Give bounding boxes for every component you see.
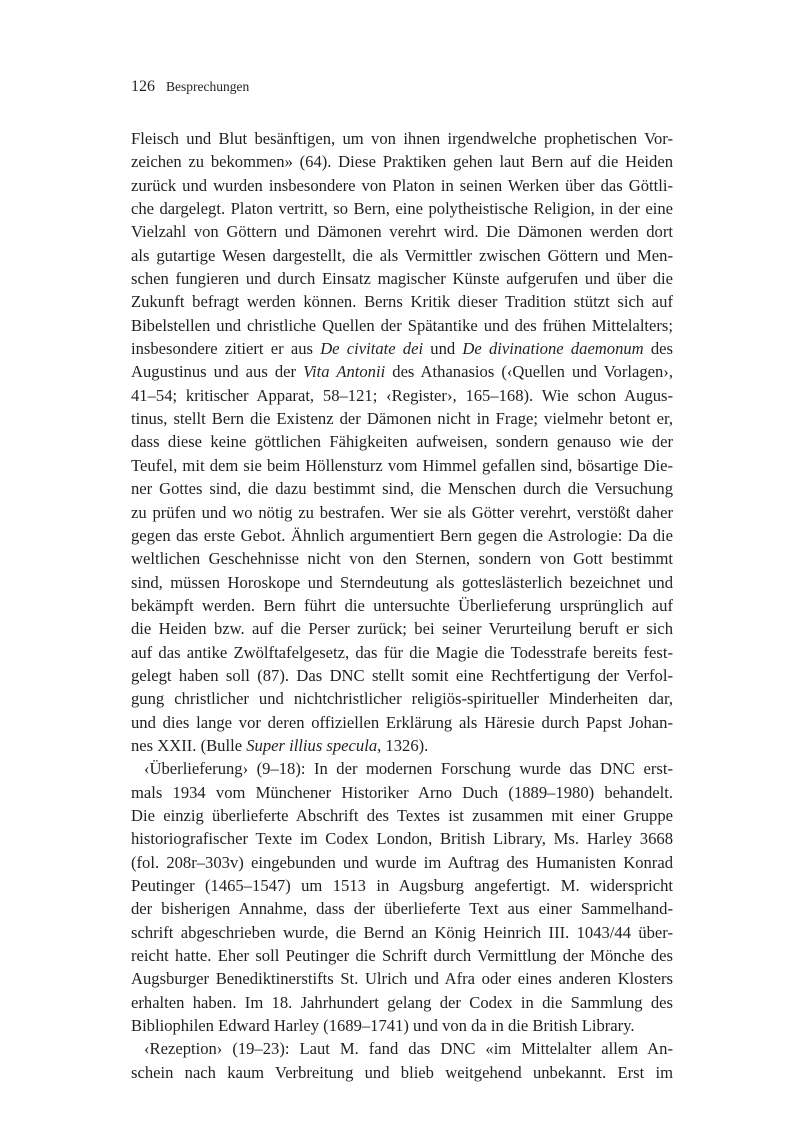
text-line: bekämpft werden. Bern führt die untersuchte Überlieferung ursprünglich auf	[131, 595, 673, 615]
text-line: mals 1934 vom Münchener Historiker Arno Duch (1889–1980) behandelt.	[131, 782, 673, 802]
section-title: Besprechungen	[166, 79, 250, 94]
text-line: die Heiden bzw. auf die Perser zurück; bei seiner Verurteilung beruft er sich	[131, 619, 673, 639]
text-line: ‹Rezeption› (19–23): Laut M. fand das DNC «im Mittelalter allem An-	[144, 1039, 673, 1059]
work-title: Super illius specula	[246, 735, 378, 755]
text-line: der bisherigen Annahme, dass der überlieferte Text aus einer Sammelhand-	[131, 899, 673, 919]
text-line: nes XXII. (Bulle Super illius specula, 1326).	[131, 735, 429, 755]
text-line: erhalten haben. Im 18. Jahrhundert gelang der Codex in die Sammlung des	[131, 992, 673, 1012]
text-line: als gutartige Wesen dargestellt, die als Vermittler zwischen Göttern und Men-	[131, 245, 673, 265]
work-title: De civitate dei	[320, 339, 424, 359]
work-title: De divinatione daemonum	[462, 339, 644, 359]
text-line: dass diese keine göttlichen Fähigkeiten aufweisen, sondern genauso wie der	[131, 432, 673, 452]
body-text	[131, 127, 673, 1084]
text-line: Augsburger Benediktinerstifts St. Ulrich und Afra oder eines anderen Klosters	[131, 969, 673, 989]
text-line: Zukunft befragt werden können. Berns Kritik dieser Tradition stützt sich auf	[131, 292, 673, 312]
text-line: zu prüfen und wo nötig zu bestrafen. Wer sie als Götter verehrt, verstößt daher	[131, 502, 673, 522]
text-line: schrift abgeschrieben wurde, die Bernd an König Heinrich III. 1043/44 über-	[131, 922, 673, 942]
text-line: insbesondere zitiert er aus De civitate dei und De divinatione daemonum des	[131, 339, 674, 359]
text-line: zeichen zu bekommen» (64). Diese Praktiken gehen laut Bern auf die Heiden	[131, 152, 673, 172]
text-line: Die einzig überlieferte Abschrift des Textes ist zusammen mit einer Gruppe	[131, 805, 673, 825]
text-line: und dies lange vor deren offiziellen Erklärung als Häresie durch Papst Johan-	[131, 712, 673, 732]
text-line: Bibelstellen und christliche Quellen der Spätantike und des frühen Mittelalters;	[131, 315, 673, 335]
work-title: Vita Antonii	[303, 362, 386, 382]
text-line: Vielzahl von Göttern und Dämonen verehrt wird. Die Dämonen werden dort	[131, 222, 673, 242]
text-line: sind, müssen Horoskope und Sterndeutung als gotteslästerlich bezeichnet und	[131, 572, 673, 592]
text-line: ner Gottes sind, die dazu bestimmt sind, die Menschen durch die Versuchung	[131, 479, 673, 499]
text-line: reicht hatte. Eher soll Peutinger die Schrift durch Vermittlung der Mönche des	[131, 946, 673, 966]
text-line: Fleisch und Blut besänftigen, um von ihnen irgendwelche prophetischen Vor-	[131, 129, 673, 148]
text-line: Peutinger (1465–1547) um 1513 in Augsburg angefertigt. M. widerspricht	[131, 876, 673, 895]
text-line: gegen das erste Gebot. Ähnlich argumentiert Bern gegen die Astrologie: Da die	[131, 525, 673, 545]
text-line: gelegt haben soll (87). Das DNC stellt somit eine Rechtfertigung der Verfol-	[131, 665, 673, 685]
text-line: Bibliophilen Edward Harley (1689–1741) und von da in die British Library.	[131, 1016, 635, 1036]
text-line: ‹Überlieferung› (9–18): In der modernen Forschung wurde das DNC erst-	[144, 759, 673, 779]
text-line: weltlichen Geschehnisse nicht von den Sternen, sondern von Gott bestimmt	[131, 549, 673, 569]
running-head	[131, 77, 249, 97]
page-number: 126	[131, 78, 155, 95]
text-line: schen fungieren und durch Einsatz magischer Künste aufgerufen und über die	[131, 269, 673, 289]
text-line: historiografischer Texte im Codex London, British Library, Ms. Harley 3668	[131, 829, 673, 849]
text-line: zurück und wurden insbesondere von Platon in seinen Werken über das Göttli-	[131, 175, 673, 195]
text-line: Augustinus und aus der Vita Antonii des Athanasios (‹Quellen und Vorlagen›,	[131, 362, 673, 382]
text-line: Teufel, mit dem sie beim Höllensturz vom Himmel gefallen sind, bösartige Die-	[131, 455, 673, 475]
text-line: che dargelegt. Platon vertritt, so Bern, eine polytheistische Religion, in der eine	[131, 199, 673, 219]
text-line: gung christlicher und nichtchristlicher religiös-spiritueller Minderheiten dar,	[131, 689, 673, 709]
text-line: tinus, stellt Bern die Existenz der Dämonen nicht in Frage; vielmehr betont er,	[131, 409, 673, 429]
text-line: auf das antike Zwölftafelgesetz, das für die Magie die Todesstrafe bereits fest-	[131, 642, 673, 662]
text-line: (fol. 208r–303v) eingebunden und wurde im Auftrag des Humanisten Konrad	[131, 852, 673, 872]
text-line: schein nach kaum Verbreitung und blieb weitgehend unbekannt. Erst im	[131, 1062, 673, 1082]
text-line: 41–54; kritischer Apparat, 58–121; ‹Register›, 165–168). Wie schon Augus-	[131, 385, 673, 405]
